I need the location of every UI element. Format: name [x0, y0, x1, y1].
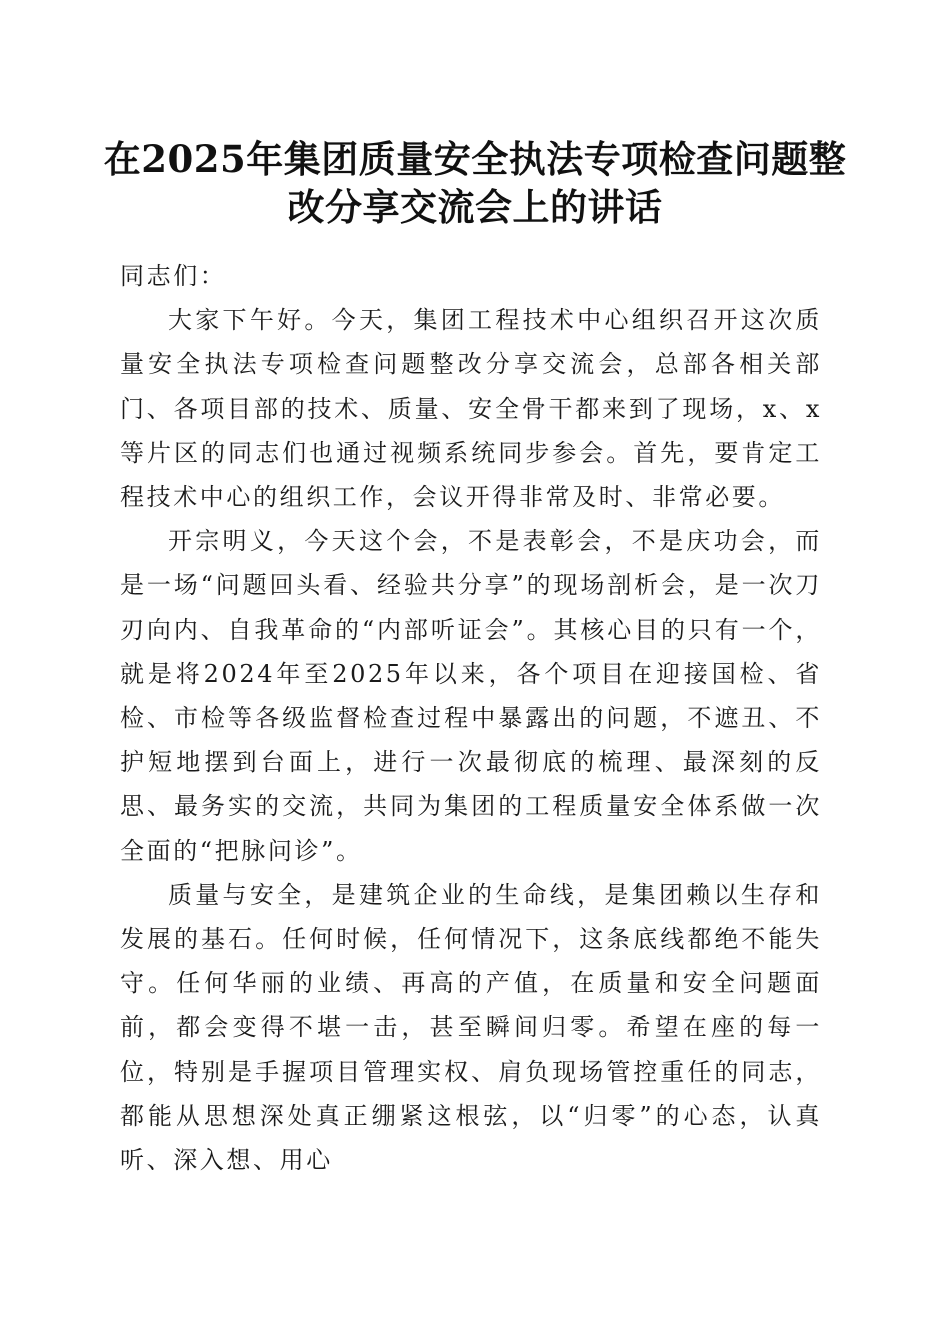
salutation: 同志们： — [120, 262, 227, 290]
paragraph-quality-safety: 质量与安全，是建筑企业的生命线，是集团赖以生存和发展的基石。任何时候，任何情况下，这条底线都绝不能失守。任何华丽的业绩、再高的产值，在质量和安全问题面前，都会变得不堪一击，甚至瞬间归零。希望在座的每一位，特别是手握项目管理实权、肩负现场管控重任的同志，都能从思想深处真正绷紧这根弦，以“归零”的心态，认真听、深入想、用心 — [120, 880, 822, 1175]
paragraph-opening: 大家下午好。今天，集团工程技术中心组织召开这次质量安全执法专项检查问题整改分享交流会，总部各相关部门、各项目部的技术、质量、安全骨干都来到了现场，x、x等片区的同志们也通过视频系统同步参会。首先，要肯定工程技术中心的组织工作，会议开得非常及时、非常必要。 — [120, 306, 822, 512]
document-title: 在2025年集团质量安全执法专项检查问题整改分享交流会上的讲话 — [103, 137, 847, 229]
document-body — [120, 254, 822, 1182]
paragraph-purpose: 开宗明义，今天这个会，不是表彰会，不是庆功会，而是一场“问题回头看、经验共分享”的现场剖析会，是一次刀刃向内、自我革命的“内部听证会”。其核心目的只有一个，就是将2024年至2025年以来，各个项目在迎接国检、省检、市检等各级监督检查过程中暴露出的问题，不遮丑、不护短地摆到台面上，进行一次最彻底的梳理、最深刻的反思、最务实的交流，共同为集团的工程质量安全体系做一次全面的“把脉问诊”。 — [120, 527, 822, 865]
